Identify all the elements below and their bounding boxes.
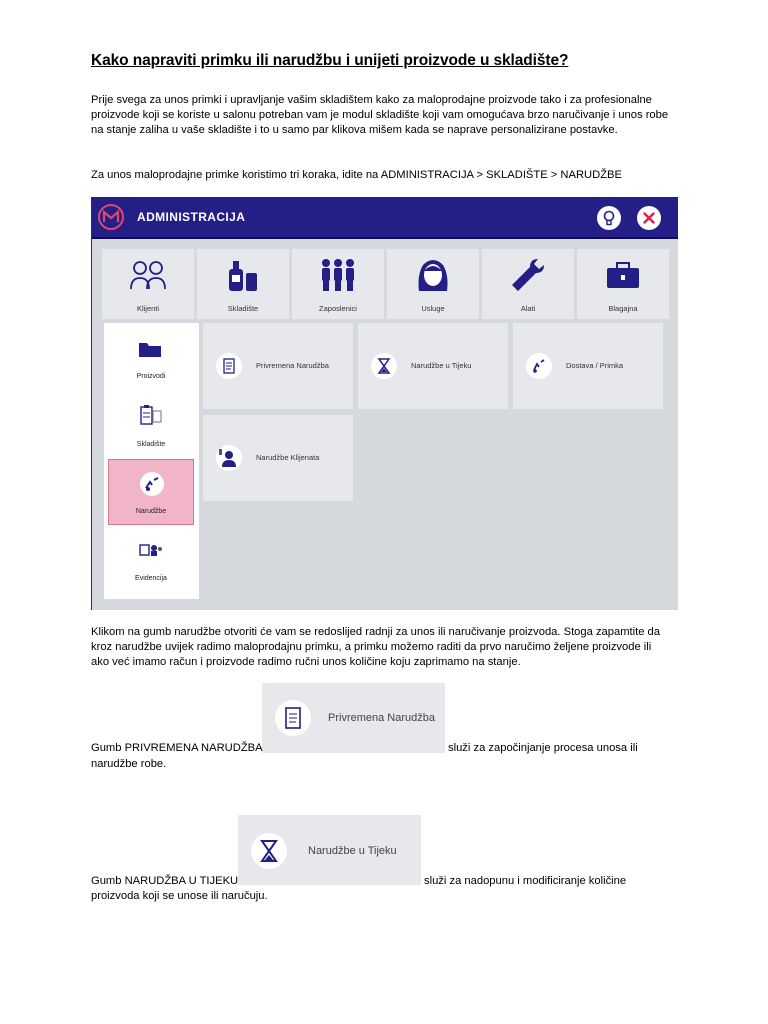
records-icon (137, 537, 165, 565)
delivery-icon (526, 353, 552, 379)
lightbulb-icon (597, 206, 621, 230)
tile-narudzbe-u-tijeku[interactable] (358, 323, 508, 409)
sidebar (104, 323, 199, 599)
category-alati[interactable] (482, 249, 574, 319)
tile-icon-wrap (371, 353, 397, 379)
wrench-icon (508, 255, 548, 295)
button2-description-end: služi za nadopunu i modificiranje količine (424, 875, 627, 887)
button2-description-cont: proizvoda koji se unose ili naručuju. (91, 890, 268, 902)
category-label: Skladište (227, 304, 259, 313)
category-label: Blagajna (608, 304, 638, 313)
category-usluge[interactable] (387, 249, 479, 319)
help-button[interactable] (597, 206, 621, 230)
button1-description-start: Gumb PRIVREMENA NARUDŽBA (91, 742, 263, 754)
close-icon (637, 206, 661, 230)
category-label: Alati (520, 304, 536, 313)
sidebar-item-evidencija[interactable] (108, 527, 194, 593)
sidebar-item-label: Proizvodi (136, 373, 166, 380)
narudzbe-u-tijeku-button-image (238, 815, 421, 885)
category-klijenti[interactable] (102, 249, 194, 319)
sidebar-item-label: Evidencija (135, 575, 167, 582)
app-header (92, 197, 678, 239)
document-title: Kako napraviti primku ili narudžbu i unijeti proizvode u skladište? (91, 52, 569, 69)
clients-icon (128, 255, 168, 295)
tile-dostava-primka[interactable] (513, 323, 663, 409)
crop-icon-wrap (251, 833, 287, 869)
button1-description-cont: narudžbe robe. (91, 758, 167, 770)
category-label: Klijenti (136, 304, 160, 313)
crop-label: Privremena Narudžba (328, 712, 435, 724)
button2-description-start: Gumb NARUDŽBA U TIJEKU (91, 875, 239, 887)
sidebar-item-skladiste[interactable] (108, 393, 194, 459)
client-orders-icon (216, 445, 242, 471)
button1-description-end: služi za započinjanje procesa unosa ili (448, 742, 638, 754)
employees-icon (318, 255, 358, 295)
services-icon (413, 255, 453, 295)
sidebar-item-proizvodi[interactable] (108, 325, 194, 391)
category-zaposlenici[interactable] (292, 249, 384, 319)
tile-narudzbe-klijenata[interactable] (203, 415, 353, 501)
app-screenshot (91, 197, 678, 610)
document-icon (216, 353, 242, 379)
warehouse-icon (223, 255, 263, 295)
hourglass-icon (251, 833, 287, 869)
steps-paragraph: Za unos maloprodajne primke koristimo tri koraka, idite na ADMINISTRACIJA > SKLADIŠTE > NARUDŽBE (91, 169, 622, 181)
tile-label: Dostava / Primka (566, 361, 624, 370)
tile-icon-wrap (216, 353, 242, 379)
tile-label: Narudžbe Klijenata (256, 453, 320, 462)
tile-icon-wrap (216, 445, 242, 471)
tile-icon-wrap (526, 353, 552, 379)
tile-privremena-narudzba[interactable] (203, 323, 353, 409)
category-blagajna[interactable] (577, 249, 669, 319)
clipboard-icon (137, 403, 165, 431)
order-icon (138, 470, 166, 498)
crop-label: Narudžbe u Tijeku (308, 845, 397, 857)
cash-register-icon (603, 255, 643, 295)
sidebar-item-label: Skladište (136, 441, 166, 448)
sidebar-item-narudzbe[interactable] (108, 459, 194, 525)
category-label: Zaposlenici (319, 304, 357, 313)
sidebar-item-label: Narudžbe (135, 508, 167, 515)
app-header-title: ADMINISTRACIJA (137, 210, 246, 224)
crop-icon-wrap (275, 700, 311, 736)
brand-logo-icon (97, 203, 125, 231)
category-skladiste[interactable] (197, 249, 289, 319)
category-label: Usluge (421, 304, 445, 313)
category-row (102, 249, 670, 319)
privremena-narudzba-button-image (262, 683, 445, 753)
tile-label: Privremena Narudžba (256, 361, 329, 370)
folder-icon (137, 335, 165, 363)
tile-label: Narudžbe u Tijeku (411, 361, 472, 370)
close-button[interactable] (637, 206, 661, 230)
instructions-paragraph: Klikom na gumb narudžbe otvoriti će vam se redoslijed radnji za unos ili naručivanje proizvoda. Stoga zapamtite da kroz narudžbe uvijek radimo maloprodajnu primku, a primku možemo raditi da prvo naručimo željene proizvode ili ako već imamo račun i proizvode radimo ručni unos količine koju zaprimamo na stanje. (91, 626, 661, 668)
document-icon (275, 700, 311, 736)
hourglass-icon (371, 353, 397, 379)
intro-paragraph: Prije svega za unos primki i upravljanje vašim skladištem kako za maloprodajne proizvode tako i za profesionalne proizvode koji se koriste u salonu potreban vam je modul skladište koji vam omogućava brzo naručivanje i unos robe na stanje zaliha u vaše skladište i to u samo par klikova mišem kada se naprave personalizirane postavke. (91, 94, 669, 136)
